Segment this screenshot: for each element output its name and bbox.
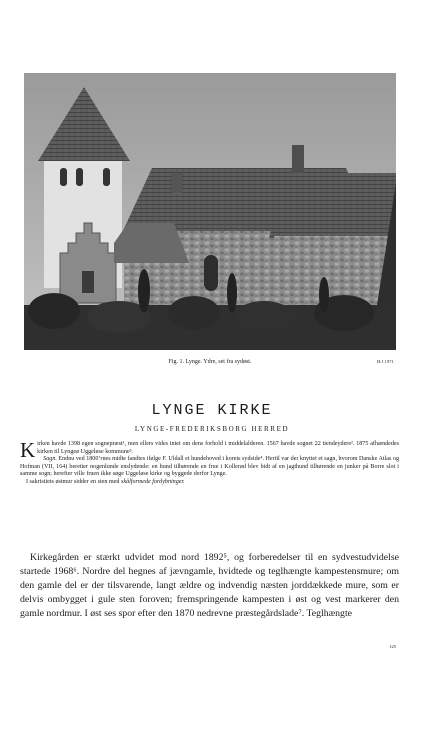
cypress: [138, 269, 150, 313]
church-photograph: [24, 73, 396, 350]
sakristi-paragraph: [20, 479, 399, 487]
intro-text: irken havde 1398 egen sognepræst¹, men ellers vides intet om dens forhold i middelalderen. 1567 havde sognet 22 tiendeydere². 1875 afhændedes kirken til Lyngeø Uggeløse kommune³.: [37, 441, 399, 455]
sagn-paragraph: [20, 456, 399, 479]
bush: [168, 296, 220, 330]
bush: [234, 301, 294, 333]
sagn-label: Sagn.: [43, 456, 57, 463]
porch-door: [82, 271, 94, 293]
cypress: [319, 277, 329, 313]
sakristi-italic: skålformede fordybninger.: [120, 478, 185, 485]
sakristi-text: I sakristiets østmur sidder en sten med: [26, 478, 121, 485]
nave-window: [204, 255, 218, 291]
chimney: [292, 145, 304, 177]
chimney: [172, 173, 182, 193]
chancel-roof: [269, 173, 396, 238]
sagn-text: Endnu ved 1800’rnes midte fandtes ifølge F. Uldall et hundehoved i korets sydside⁴. Hertil var der knyttet et sagn, hvorom Danske Atlas og Hofman (VII, 164) beretter nogenlunde enslydende: en hund tilhørende en frue i Kollerød blev bidt af en jagthund tilhørende en junker på Borre slot i samme sogn; herefter ville fruen ikke søge Uggeløse kirke og byggede derfor Lynge.: [20, 456, 399, 478]
cypress: [227, 273, 237, 313]
figure-caption: Fig. 1. Lynge. Ydre, set fra sydøst.: [168, 359, 252, 365]
body-paragraph: Kirkegården er stærkt udvidet mod nord 1892⁵, og forberedelser til en sydvestudvidelse startede 1968⁶. Nordre del hegnes af jævngamle, hvidtede og teglhængte kampestensmure; om den gamle del er der tilsvarende, langt ældre og indvendig næsten jorddækkede mure, som er delvis ombygget i gule sten foroven; fremspringende kampesten i øst og vest markerer den gamle nordmur. I øst ses spor efter den 1870 nedrevne præstegårdslade⁷. Teglhængte: [20, 552, 399, 619]
church-illustration: [24, 73, 396, 350]
page-title: LYNGE KIRKE: [151, 402, 273, 419]
body-section: [20, 551, 399, 621]
page-subtitle: LYNGE-FREDERIKSBORG HERRED: [134, 425, 290, 433]
photo-credit: H.J.1971: [376, 359, 394, 364]
drop-cap: K: [20, 438, 36, 462]
tower-window: [60, 168, 67, 186]
bush: [28, 293, 80, 329]
intro-section: [20, 438, 399, 487]
page-number: 125: [389, 644, 396, 649]
tower-window: [103, 168, 110, 186]
tower-window: [76, 168, 83, 186]
